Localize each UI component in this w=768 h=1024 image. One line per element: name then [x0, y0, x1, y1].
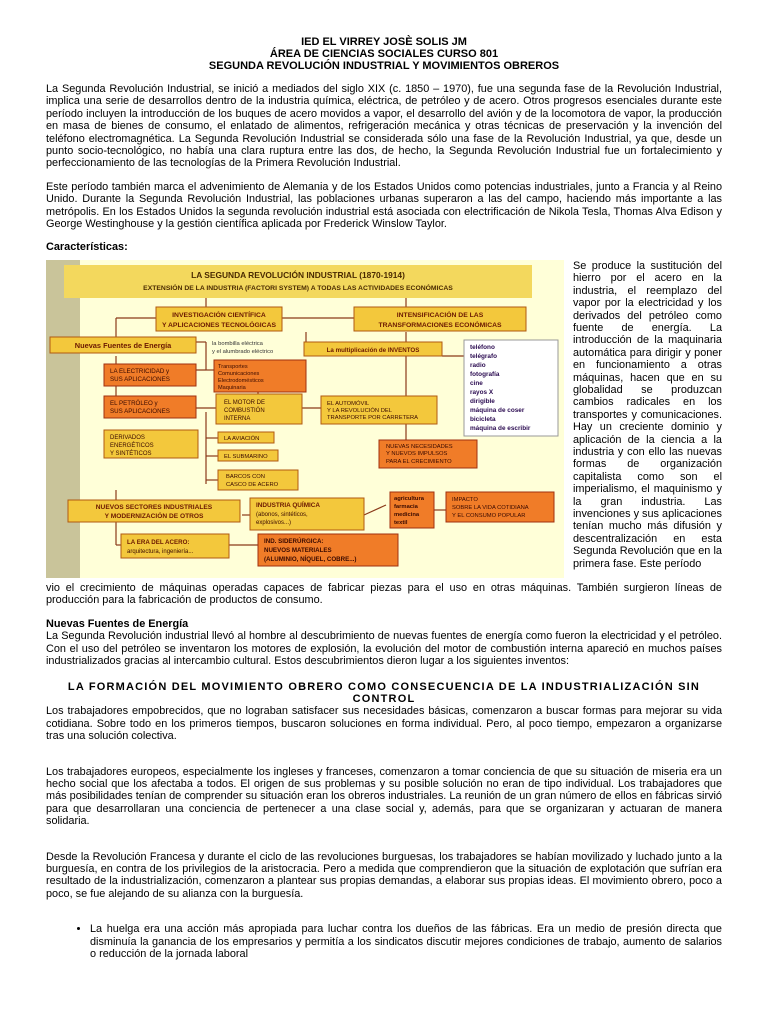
diagram-label: Transportes — [218, 363, 248, 370]
movimiento-paragraph-1: Los trabajadores empobrecidos, que no lograban satisfacer sus necesidades básicas, comenzaron a buscar formas para mejorar su vida cotidiana. Sobre todo en los primeros tiempos, buscaron soluciones en forma individual. Pero, al poco tiempo, empezaron a organizarse tras una solución colectiva. — [46, 705, 722, 743]
diagram-label: dirigible — [470, 397, 495, 405]
caracteristicas-heading: Características: — [46, 241, 128, 254]
diagram-label: IND. SIDERÚRGICA: — [264, 537, 324, 545]
diagram-label: agricultura — [394, 495, 424, 502]
diagram-label: máquina de escribir — [470, 424, 531, 432]
intro-paragraph-2: Este período también marca el advenimiento de Alemania y de los Estados Unidos como potencias industriales, junto a Francia y al Reino Unido. Durante la Segunda Revolución Industrial, las poblaciones urbanas superaron a las del campo, haciendo más importante a las metrópolis. En los Estados Unidos la segunda revolución industrial está asociada con electrificación de Nikola Tesla, Thomas Alva Edison y George Westinghouse y la gestión científica aplicada por Frederick Winslow Taylor. — [46, 180, 722, 231]
diagram-label: LA ELECTRICIDAD y — [110, 367, 170, 375]
diagram-label: DERIVADOS — [110, 434, 145, 441]
diagram-label: TRANSPORTE POR CARRETERA — [327, 414, 419, 421]
diagram-label: cine — [470, 379, 483, 387]
industrial-revolution-diagram — [46, 260, 564, 578]
diagram-label: IMPACTO — [452, 496, 478, 503]
bullet-list — [46, 923, 722, 960]
diagram-label: Electrodomésticos — [218, 377, 264, 384]
diagram-label: NUEVOS MATERIALES — [264, 546, 332, 554]
diagram-label: BARCOS CON — [226, 473, 265, 480]
movimiento-paragraph-2: Los trabajadores europeos, especialmente los ingleses y franceses, comenzaron a tomar conciencia de que su situación de miseria era un hecho social que los afectaba a todos. El origen de sus problemas y su posible solución no eran de tipo individual. Los trabajadores que más posibilidades tenían de comprender su situación eran los obreros industriales. La reunión de un gran número de ellos en fábricas sirvió para que desarrollaran una conciencia de pertenecer a una clase social y, además, para que se organizaran y actuaran de manera solidaria. — [46, 765, 722, 828]
diagram-label: radio — [470, 361, 486, 369]
diagram-label: Comunicaciones — [218, 370, 260, 377]
diagram-label: Y NUEVOS IMPULSOS — [386, 450, 448, 457]
diagram-label: Y APLICACIONES TECNOLÓGICAS — [161, 321, 277, 329]
diagram-label: La multiplicación de INVENTOS — [326, 346, 420, 354]
characteristics-continuation: vio el crecimiento de máquinas operadas capaces de fabricar piezas para el uso en otras máquinas. También surgieron líneas de producción para la fabricación de productos de consumo. — [46, 581, 722, 607]
diagram-label: Maquinaria — [218, 384, 246, 391]
characteristics-block — [46, 260, 722, 582]
diagram-label: EL SUBMARINO — [224, 453, 268, 460]
header-title: SEGUNDA REVOLUCIÓN INDUSTRIAL Y MOVIMIENTOS OBREROS — [208, 60, 560, 72]
diagram-label: Y LA REVOLUCIÓN DEL — [327, 407, 392, 414]
diagram-label: NUEVAS NECESIDADES — [386, 443, 453, 450]
diagram-label: INVESTIGACIÓN CIENTÍFICA — [172, 311, 266, 319]
diagram-label: farmacia — [394, 503, 418, 510]
diagram-label: rayos X — [470, 388, 494, 396]
diagram-label: arquitectura, ingeniería... — [127, 548, 194, 555]
diagram-label: fotografía — [470, 370, 500, 378]
diagram-title-1: LA SEGUNDA REVOLUCIÓN INDUSTRIAL (1870-1914) — [191, 269, 405, 280]
diagram-label: Y MODERNIZACIÓN DE OTROS — [104, 512, 204, 520]
diagram-label: bicicleta — [470, 415, 496, 423]
diagram-label: INTERNA — [224, 415, 251, 422]
header-area: ÁREA DE CIENCIAS SOCIALES CURSO 801 — [269, 48, 499, 60]
diagram-label: (ALUMINIO, NÍQUEL, COBRE...) — [264, 555, 357, 563]
diagram-label: PARA EL CRECIMIENTO — [386, 458, 452, 465]
diagram-label: explosivos...) — [256, 519, 292, 526]
intro-paragraph-1: La Segunda Revolución Industrial, se inició a mediados del siglo XIX (c. 1850 – 1970), fue una segunda fase de la Revolución Industrial, implica una serie de desarrollos dentro de la industria química, eléctrica, de petróleo y de acero. Otros progresos esenciales durante este período incluyen la introducción de los buques de acero movidos a vapor, el desarrollo del avión y de la locomotora de vapor, la producción en masa de bienes de consumo, el enlatado de alimentos, refrigeración mecánica y otras técnicas de preservación y la invención del teléfono electromagnética. La Segunda Revolución Industrial se considerada sólo una fase de la Revolución Industrial, ya que, desde un punto socio-tecnológico, no había una clara ruptura entre las dos, de hecho, la Segunda Revolución Industrial fue un fortalecimiento y perfeccionamiento de las tecnologías de la Primera Revolución Industrial. — [46, 83, 722, 170]
diagram-label: máquina de coser — [470, 406, 525, 414]
diagram-label: LA ERA DEL ACERO: — [127, 538, 190, 546]
diagram-label: medicina — [394, 511, 420, 518]
diagram-label: CASCO DE ACERO — [226, 481, 279, 488]
diagram-label: LA AVIACIÓN — [224, 435, 260, 442]
diagram-label: Y SINTÉTICOS — [110, 450, 152, 457]
diagram-label: (abonos, sintéticos, — [256, 511, 308, 518]
diagram-label: TRANSFORMACIONES ECONÓMICAS — [378, 321, 502, 329]
diagram-label: la bombilla eléctrica — [212, 340, 263, 347]
characteristics-side-text: Se produce la sustitución del hierro por el acero en la industria, el reemplazo del vapor por la electricidad y los derivados del petróleo como fuente de energía. La introducción de la maquinaria automática para dirigir y poner en funcionamiento a otras máquinas, hacen que en su globalidad se produzcan cambios radicales en los transportes y comunicaciones. Hay un creciente dominio y aplicación de la ciencia a la industria y con ello las nuevas formas de organización capitalista como son el imperialismo, el maquinismo y la gran industria. Las invenciones y sus aplicaciones tenían mucho más difusión y descentralización en esta Segunda Revolución que en la primera fase. Este período — [573, 259, 722, 570]
diagram-label: y el alumbrado eléctrico — [212, 348, 274, 355]
diagram-label: teléfono — [470, 343, 495, 351]
energia-paragraph: La Segunda Revolución industrial llevó al hombre al descubrimiento de nuevas fuentes de energía como fueron la electricidad y el petróleo. Con el uso del petróleo se inventaron los motores de explosión, la evolución del motor de combustión interna apareció en muchos países industrializados gracias al intercambio cultural. Estos descubrimientos dieron lugar a los siguientes inventos: — [46, 630, 722, 667]
diagram-title-2: EXTENSIÓN DE LA INDUSTRIA (FACTORI SYSTEM) A TODAS LAS ACTIVIDADES ECONÓMICAS — [143, 284, 453, 292]
diagram-label: Nuevas Fuentes de Energía — [74, 340, 172, 350]
diagram-label: COMBUSTIÓN — [224, 407, 265, 414]
diagram-label: telégrafo — [470, 352, 497, 360]
list-item: • La huelga era una acción más apropiada para luchar contra los dueños de las fábricas. Era un medio de presión directa que disminuía la ganancia de los empresarios y permitía a los sindicatos discutir mejores condiciones de trabajo, aumento de salarios o reducción de la jornada laboral — [90, 923, 722, 960]
diagram-label: ENERGÉTICOS — [110, 442, 154, 449]
diagram-label: EL AUTOMÓVIL — [327, 400, 370, 407]
diagram-label: EL MOTOR DE — [224, 399, 266, 406]
diagram-label: INDUSTRIA QUÍMICA — [256, 501, 321, 509]
diagram-label: EL PETRÓLEO y — [110, 399, 158, 407]
diagram-label: SOBRE LA VIDA COTIDIANA — [452, 504, 529, 511]
movimiento-paragraph-3: Desde la Revolución Francesa y durante el ciclo de las revoluciones burguesas, los trabajadores se habían movilizado y luchado junto a la burguesía, en contra de los privilegios de la aristocracia. Pero a medida que comprendieron que la situación de explotación que sufrían era resultado de la industrialización, comenzaron a plantear sus propias demandas, a elaborar sus propias ideas. El movimiento obrero, poco a poco, se fue alejando de su alianza con la burguesía. — [46, 850, 722, 900]
document-page — [46, 36, 722, 960]
diagram-label: Y EL CONSUMO POPULAR — [452, 512, 526, 519]
energia-heading: Nuevas Fuentes de Energía — [46, 617, 189, 630]
header-school: IED EL VIRREY JOSÈ SOLIS JM — [301, 36, 467, 48]
diagram-label: textil — [394, 519, 408, 526]
diagram-label: SUS APLICACIONES — [110, 407, 170, 415]
diagram-label: NUEVOS SECTORES INDUSTRIALES — [95, 503, 213, 511]
movimiento-heading: LA FORMACIÓN DEL MOVIMIENTO OBRERO COMO CONSECUENCIA DE LA INDUSTRIALIZACIÓN SIN CONTROL — [67, 681, 701, 706]
diagram-label: INTENSIFICACIÓN DE LAS — [396, 311, 484, 319]
diagram-label: SUS APLICACIONES — [110, 375, 170, 383]
